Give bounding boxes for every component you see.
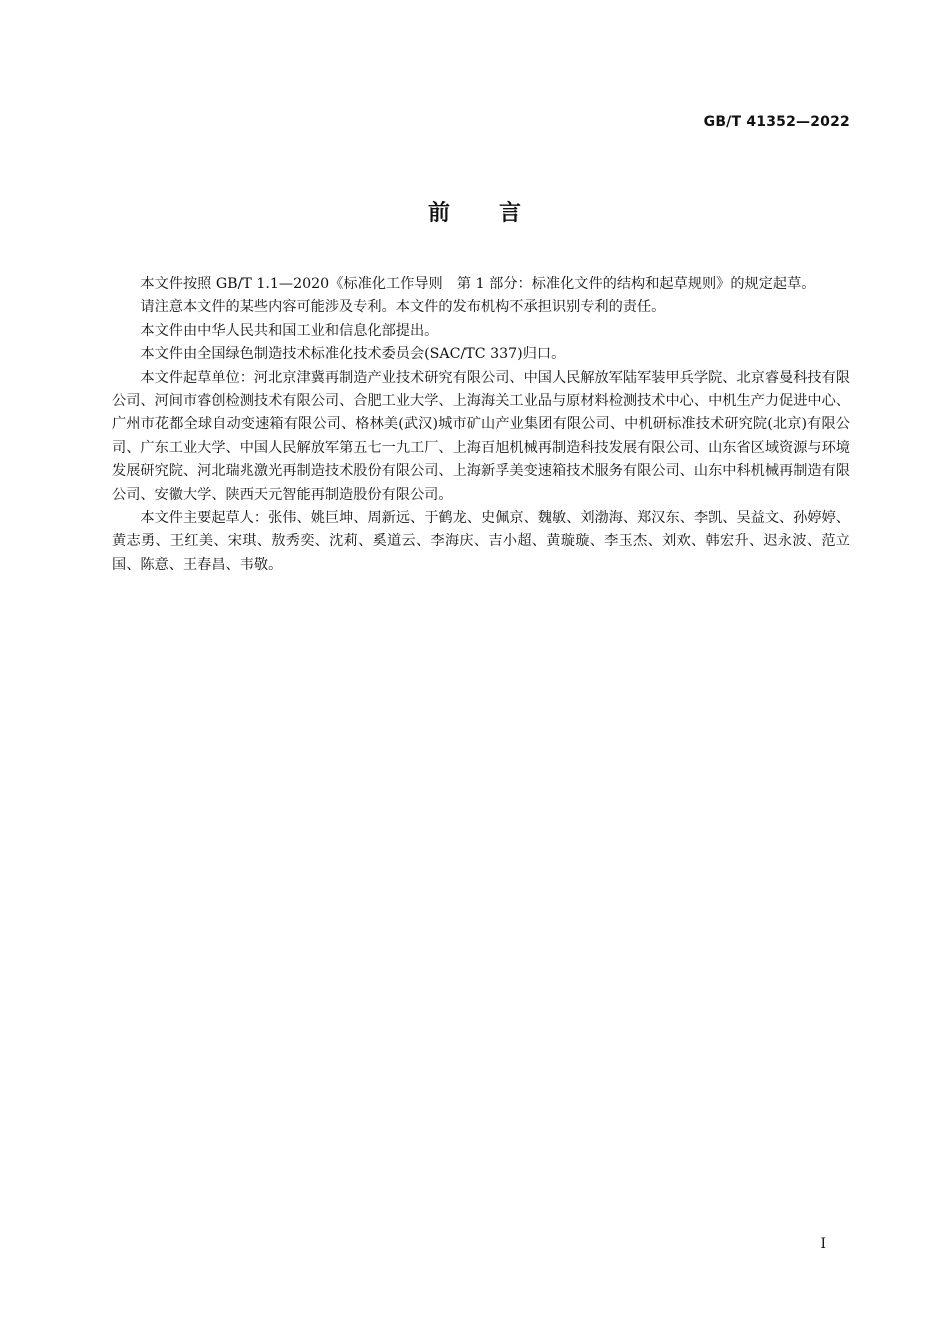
- title-char-2: 言: [499, 201, 523, 226]
- title-char-1: 前: [427, 201, 451, 226]
- paragraph-patent-notice: 请注意本文件的某些内容可能涉及专利。本文件的发布机构不承担识别专利的责任。: [140, 299, 666, 316]
- paragraph-drafting-rules: 本文件按照 GB/T 1.1—2020《标准化工作导则 第 1 部分：标准化文件的结构和起草规则》的规定起草。: [140, 276, 816, 292]
- page-number: I: [820, 1236, 826, 1252]
- standard-number: GB/T 41352—2022: [703, 114, 850, 130]
- foreword-body: [112, 273, 850, 577]
- paragraph-proposed-by: 本文件由中华人民共和国工业和信息化部提出。: [140, 322, 439, 339]
- paragraph-drafting-units: 本文件起草单位：河北京津冀再制造产业技术研究有限公司、中国人民解放军陆军装甲兵学院、北京睿曼科技有限公司、河间市睿创检测技术有限公司、合肥工业大学、上海海关工业品与原材料检测技术中心、中机生产力促进中心、广州市花都全球自动变速箱有限公司、格林美(武汉)城市矿山产业集团有限公司、中机研标准技术研究院(北京)有限公司、广东工业大学、中国人民解放军第五七一九工厂、上海百旭机械再制造科技发展有限公司、山东省区域资源与环境发展研究院、河北瑞兆激光再制造技术股份有限公司、上海新孚美变速箱技术服务有限公司、山东中科机械再制造有限公司、安徽大学、陕西天元智能再制造股份有限公司。: [112, 369, 850, 503]
- page-title: [0, 196, 950, 227]
- paragraph-centralized-by: 本文件由全国绿色制造技术标准化技术委员会(SAC/TC 337)归口。: [140, 346, 566, 363]
- paragraph-drafters: 本文件主要起草人：张伟、姚巨坤、周新远、于鹤龙、史佩京、魏敏、刘渤海、郑汉东、李凯、吴益文、孙婷婷、黄志勇、王红美、宋琪、敖秀奕、沈莉、奚道云、李海庆、吉小超、黄璇璇、李玉杰、刘欢、韩宏升、迟永波、范立国、陈意、王春昌、韦敬。: [112, 510, 850, 573]
